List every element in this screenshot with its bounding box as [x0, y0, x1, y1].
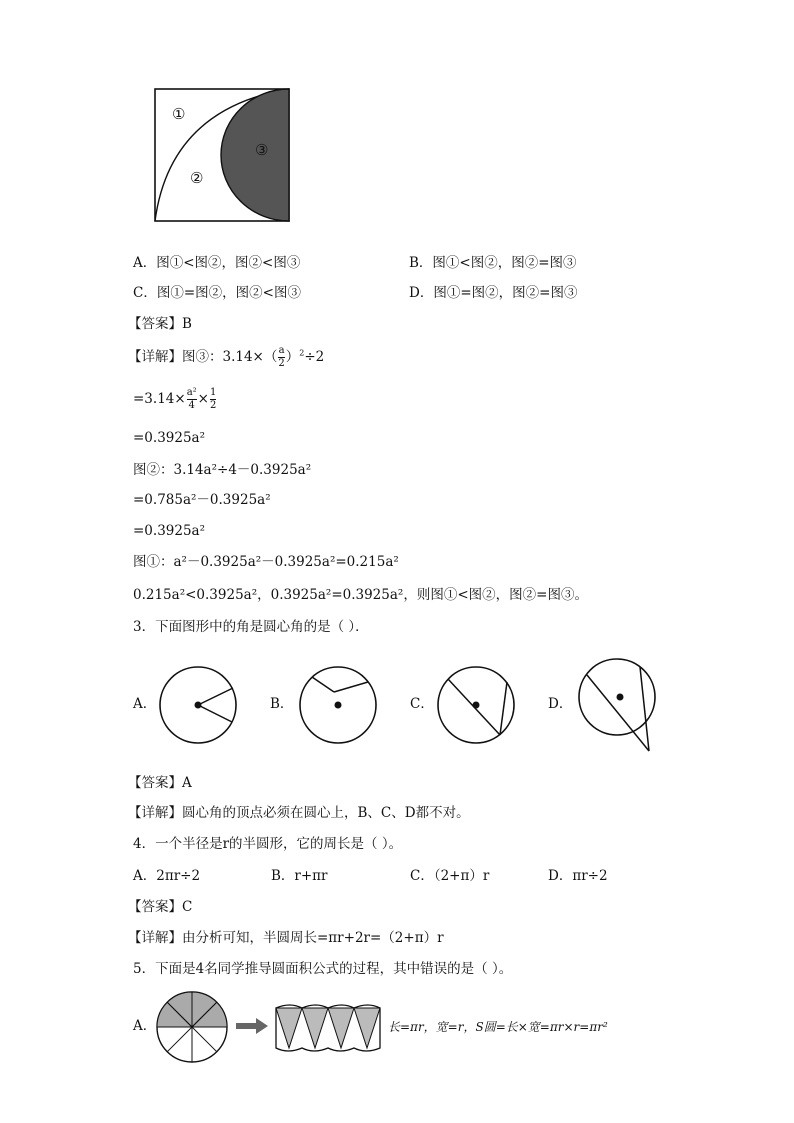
q3-option-d-label: D．	[548, 696, 573, 712]
q3-circle-d	[575, 655, 659, 755]
q5-rearranged-strip	[272, 1000, 384, 1056]
q3-option-c-label: C．	[410, 696, 434, 712]
q3-option-b-label: B．	[270, 696, 294, 712]
q2-detail-line1: 【详解】图③：3.14×（ $\frac{a}{2}$ ）$^2$÷2	[128, 345, 325, 369]
q2-label-3: ③	[255, 141, 269, 159]
q3-detail: 【详解】圆心角的顶点必须在圆心上，B、C、D都不对。	[128, 805, 470, 821]
q3-question: 3．下面图形中的角是圆心角的是（ ）．	[133, 619, 369, 635]
frac-1-over-2: $\frac{1}{2}$	[209, 387, 217, 411]
q2-detail-line7: 图①：a²－0.3925a²－0.3925a²=0.215a²	[133, 554, 399, 570]
q2-label-2: ②	[190, 169, 204, 187]
q2-option-c: C．图①=图②，图②<图③	[133, 285, 301, 301]
q2-option-b: B．图①<图②，图②=图③	[409, 255, 577, 271]
frac-a-over-2: $\frac{a}{2}$	[278, 345, 285, 369]
q3-option-a-label: A．	[133, 696, 157, 712]
q2-label-1: ①	[172, 105, 186, 123]
q3-answer: 【答案】A	[128, 775, 192, 791]
q2-detail-line5: =0.785a²－0.3925a²	[133, 492, 271, 508]
q4-question: 4．一个半径是r的半圆形，它的周长是（ ）。	[133, 836, 403, 852]
q4-option-b: B．r+πr	[271, 868, 328, 884]
arrow-right-icon	[236, 1018, 268, 1034]
q2-option-d: D．图①=图②，图②=图③	[409, 285, 578, 301]
q3-circle-a	[158, 665, 240, 747]
q4-option-c: C．（2+π）r	[410, 868, 490, 884]
q5-question: 5．下面是4名同学推导圆面积公式的过程，其中错误的是（ ）。	[133, 961, 513, 977]
q4-option-d: D．πr÷2	[548, 868, 608, 884]
q5-formula: 长=πr，宽=r，S圆=长×宽=πr×r=πr²	[388, 1020, 608, 1034]
q2-detail-line4: 图②：3.14a²÷4－0.3925a²	[133, 462, 312, 478]
q3-circle-b	[298, 665, 380, 747]
q4-option-a: A．2πr÷2	[133, 868, 201, 884]
q2-detail-line3: =0.3925a²	[133, 430, 206, 446]
q2-detail-line2: =3.14× $\frac{\text{a²}}{4}$ × $\frac{1}{2}$	[133, 387, 217, 411]
q2-detail-line8: 0.215a²<0.3925a²，0.3925a²=0.3925a²，则图①<图②，图②=图③。	[133, 587, 588, 603]
q2-answer: 【答案】B	[128, 316, 192, 332]
q2-option-a: A．图①<图②，图②<图③	[133, 255, 301, 271]
q5-sector-circle	[155, 990, 229, 1064]
q4-detail: 【详解】由分析可知，半圆周长=πr+2r=（2+π）r	[128, 930, 444, 946]
frac-a2-over-4: $\frac{\text{a²}}{4}$	[186, 387, 197, 411]
q5-option-a-label: A．	[133, 1018, 157, 1034]
q2-detail-line6: =0.3925a²	[133, 523, 206, 539]
q4-answer: 【答案】C	[128, 899, 193, 915]
q3-circle-c	[436, 665, 518, 747]
